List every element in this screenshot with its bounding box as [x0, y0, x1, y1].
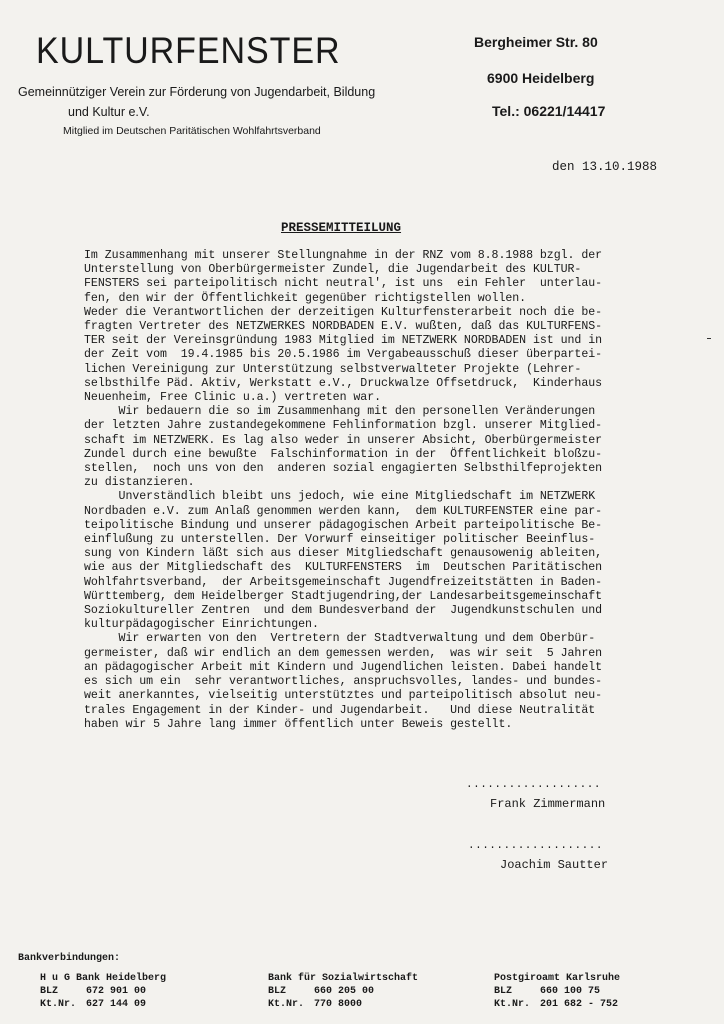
signature-line-1: ................... — [466, 779, 601, 791]
body-line: fragten Vertreter des NETZWERKES NORDBADEN E.V. wußten, daß das KULTURFENS- — [84, 320, 603, 334]
body-line: sung von Kindern läßt sich aus dieser Mitgliedschaft genausowenig ableiten, — [84, 547, 603, 561]
bank-account-2 — [268, 972, 418, 1011]
blz-label: BLZ — [40, 986, 59, 997]
blz-value: 660 100 75 — [540, 986, 601, 997]
body-line: lichen Vereinigung zur Unterstützung selbstverwalteter Projekte (Lehrer- — [84, 362, 582, 376]
address-phone: Tel.: 06221/14417 — [492, 103, 606, 119]
bank-name: H u G Bank Heidelberg — [40, 973, 167, 984]
body-line: FENSTERS sei parteipolitisch nicht neutral', ist uns ein Fehler unterlau- — [84, 277, 603, 291]
body-line: Unverständlich bleibt uns jedoch, wie eine Mitgliedschaft im NETZWERK — [84, 490, 596, 504]
body-line: Wir erwarten von den Vertretern der Stadtverwaltung und dem Oberbür- — [84, 632, 596, 646]
body-line: germeister, daß wir endlich an dem gemessen werden, was wir seit 5 Jahren — [84, 646, 603, 660]
org-tagline-continued: und Kultur e.V. — [68, 105, 150, 119]
kt-value: 627 144 09 — [86, 999, 147, 1010]
body-line: Soziokultureller Zentren und dem Bundesverband der Jugendkunstschulen und — [84, 604, 603, 618]
bank-name: Bank für Sozialwirtschaft — [268, 973, 419, 984]
body-line: fen, den wir der Öffentlichkeit gegenüber richtigstellen wollen. — [84, 291, 527, 305]
blz-value: 672 901 00 — [86, 986, 147, 997]
signatory-name-1: Frank Zimmermann — [490, 797, 606, 811]
body-line: Nordbaden e.V. zum Anlaß genommen werden kann, dem KULTURFENSTER eine par- — [84, 504, 603, 518]
kt-label: Kt.Nr. — [40, 999, 77, 1010]
body-line: TER seit der Vereinsgründung 1983 Mitglied im NETZWERK NORDBADEN ist und in — [84, 334, 603, 348]
body-line: selbsthilfe Päd. Aktiv, Werkstatt e.V., Druckwalze Offsetdruck, Kinderhaus — [84, 376, 603, 390]
blz-label: BLZ — [268, 986, 287, 997]
blz-label: BLZ — [494, 986, 513, 997]
body-line: Württemberg, dem Heidelberger Stadtjugendring,der Landesarbeitsgemeinschaft — [84, 589, 603, 603]
body-line: Zundel durch eine bewußte Falschinformation in der Öffentlichkeit bloßzu- — [84, 447, 603, 461]
body-line: Im Zusammenhang mit unserer Stellungnahme in der RNZ vom 8.8.1988 bzgl. der — [84, 249, 603, 262]
body-line: weit anerkanntes, vielseitig unterstütztes und parteipolitisch absolut neu- — [84, 689, 603, 703]
kt-label: Kt.Nr. — [494, 999, 531, 1010]
body-line: der letzten Jahre zustandegekommene Fehlinformation bzgl. unserer Mitglied- — [84, 419, 603, 433]
address-city: 6900 Heidelberg — [487, 70, 595, 86]
press-release-body — [84, 249, 649, 732]
org-tagline: Gemeinnütziger Verein zur Förderung von Jugendarbeit, Bildung — [18, 85, 376, 99]
body-line: kulturpädagogischer Einrichtungen. — [84, 618, 319, 632]
letter-date: den 13.10.1988 — [552, 160, 658, 174]
margin-mark — [707, 338, 711, 339]
body-line: trales Engagement in der Kinder- und Jugendarbeit. Und diese Neutralität — [84, 703, 596, 717]
body-line: wie aus der Mitgliedschaft des KULTURFENSTERS im Deutschen Paritätischen — [84, 561, 603, 575]
address-street: Bergheimer Str. 80 — [474, 34, 598, 50]
body-line: stellen, noch uns von den anderen sozial engagierten Selbsthilfeprojekten — [84, 462, 603, 476]
body-line: schaft im NETZWERK. Es lag also weder in unserer Absicht, Oberbürgermeister — [84, 433, 603, 447]
body-line: Wir bedauern die so im Zusammenhang mit den personellen Veränderungen — [84, 405, 596, 419]
bank-name: Postgiroamt Karlsruhe — [494, 973, 621, 984]
body-line: Wohlfahrtsverband, der Arbeitsgemeinschaft Jugendfreizeitstätten in Baden- — [84, 575, 603, 589]
body-line: haben wir 5 Jahre lang immer öffentlich unter Beweis gestellt. — [84, 717, 513, 731]
bank-heading: Bankverbindungen: — [18, 953, 121, 964]
bank-account-1 — [40, 972, 166, 1011]
body-line: einflußung zu unterstellen. Der Vorwurf einseitiger politischer Beeinflus- — [84, 533, 596, 547]
document-title: PRESSEMITTEILUNG — [281, 221, 402, 235]
body-line: Weder die Verantwortlichen der derzeitigen Kulturfensterarbeit noch die be- — [84, 305, 603, 319]
body-line: zu distanzieren. — [84, 476, 195, 490]
body-line: es sich um ein sehr verantwortliches, anspruchsvolles, landes- und bundes- — [84, 675, 603, 689]
kt-value: 770 8000 — [314, 999, 363, 1010]
body-line: der Zeit vom 19.4.1985 bis 20.5.1986 im Vergabeausschuß dieser überpartei- — [84, 348, 603, 362]
body-line: an pädagogischer Arbeit mit Kindern und Jugendlichen leisten. Dabei handelt — [84, 660, 603, 674]
body-line: Unterstellung von Oberbürgermeister Zundel, die Jugendarbeit des KULTUR- — [84, 263, 582, 277]
signatory-name-2: Joachim Sautter — [500, 858, 609, 872]
blz-value: 660 205 00 — [314, 986, 375, 997]
org-logo-name: KULTURFENSTER — [36, 30, 341, 71]
body-line: teipolitische Bindung und unserer pädagogischen Arbeit parteipolitische Be- — [84, 518, 603, 532]
body-line: Neuenheim, Free Clinic u.a.) vertreten war. — [84, 391, 382, 405]
signature-line-2: ................... — [468, 840, 603, 852]
kt-label: Kt.Nr. — [268, 999, 305, 1010]
bank-account-3 — [494, 972, 620, 1011]
org-membership: Mitglied im Deutschen Paritätischen Wohlfahrtsverband — [63, 125, 321, 137]
kt-value: 201 682 - 752 — [540, 999, 619, 1010]
